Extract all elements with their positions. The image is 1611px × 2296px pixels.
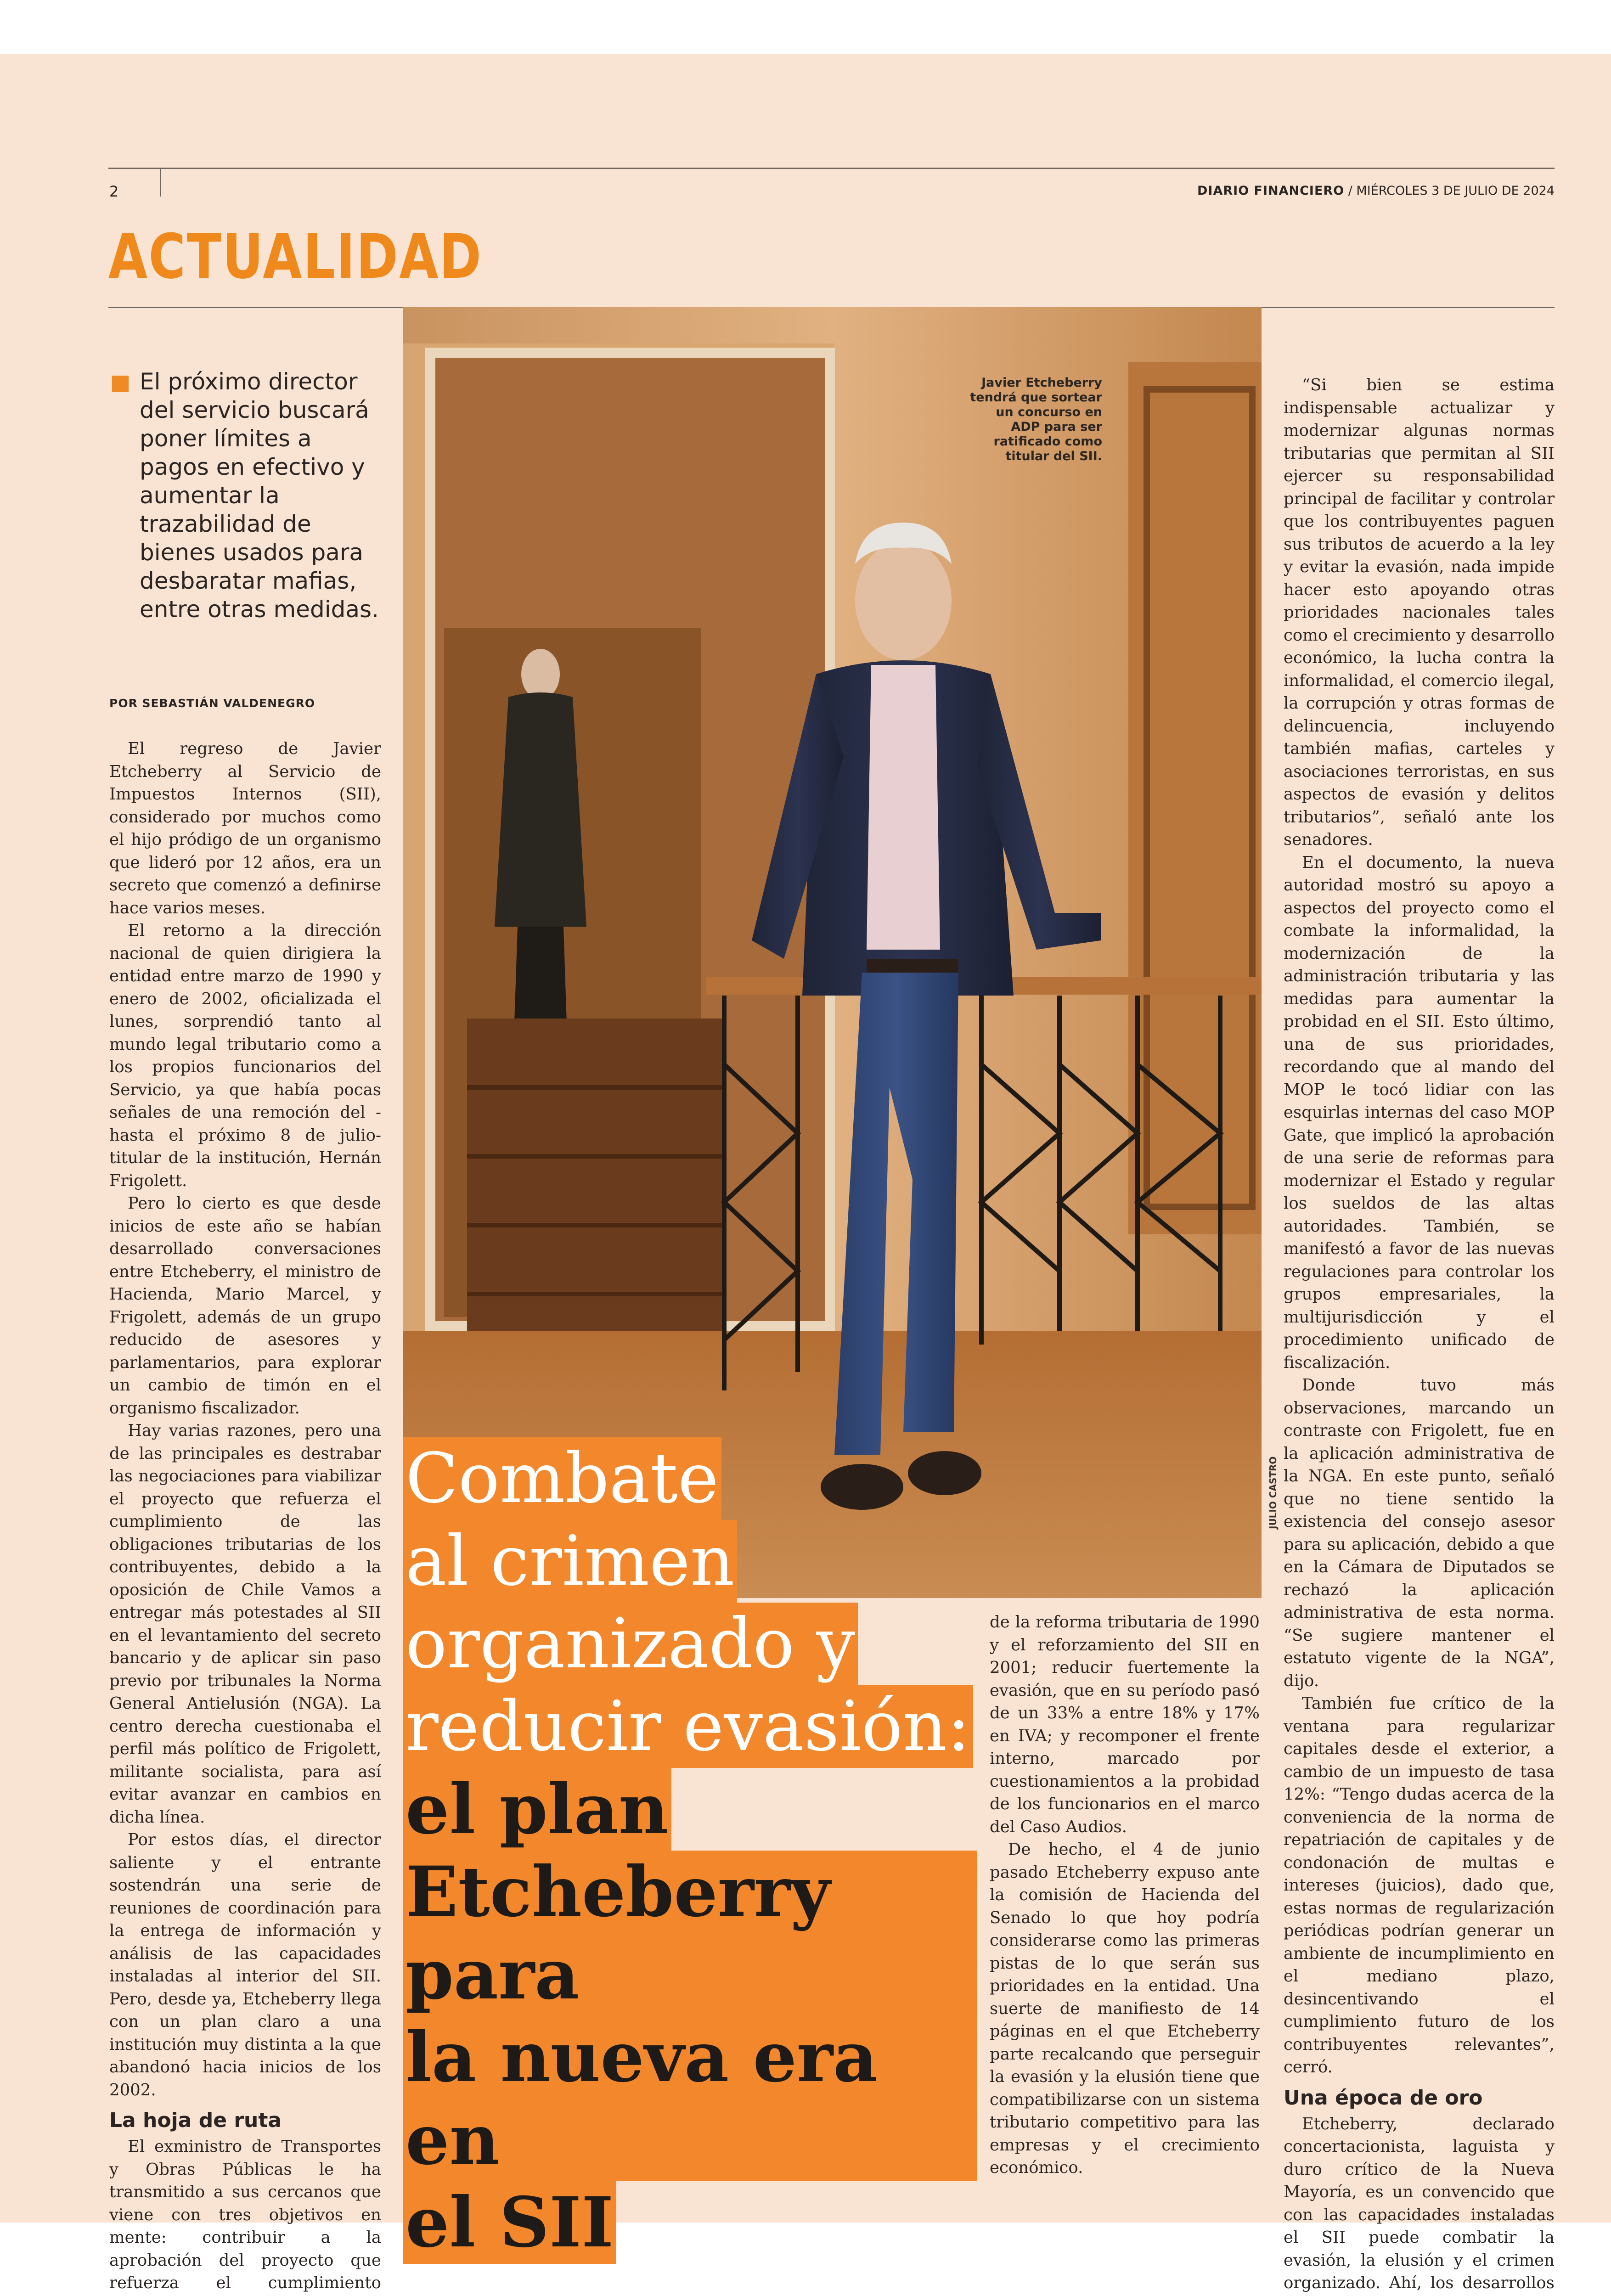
- section-title: ACTUALIDAD: [108, 226, 482, 287]
- lead-summary: [112, 367, 388, 624]
- portrait-photo: [403, 307, 1262, 1598]
- photo-illustration: [403, 307, 1262, 1598]
- headline: [403, 1437, 977, 2264]
- paragraph: El retorno a la dirección nacional de quien dirigiera la entidad entre marzo de 1990 y enero de 2002, oficializada el lunes, sorprendió tanto al mundo legal tributario como a los propios funcionarios del Servicio, ya que había pocas señales de una remoción del -hasta el próximo 8 de julio- titular de la institución, Hernán Frigolett.: [109, 919, 381, 1192]
- publication-date: / MIÉRCOLES 3 DE JULIO DE 2024: [1344, 184, 1555, 198]
- paragraph: De hecho, el 4 de junio pasado Etcheberry expuso ante la comisión de Hacienda del Senado lo que hoy podría considerarse como las primeras pistas de lo que serán sus prioridades en la entidad. Una suerte de manifiesto de 14 páginas en el que Etcheberry parte recalcando que perseguir la evasión y la elusión tiene que compatibilizarse con un sistema tributario competitivo para las empresas y el crecimiento económico.: [990, 1838, 1260, 2179]
- headline-line: reducir evasión:: [403, 1685, 973, 1768]
- headline-line: Etcheberry para: [403, 1851, 977, 2016]
- headline-line: al crimen: [403, 1520, 737, 1603]
- paragraph: Pero lo cierto es que desde inicios de este año se habían desarrollado conversaciones entre Etcheberry, el ministro de Hacienda, Mario Marcel, y Frigolett, además de un grupo reducido de asesores y parlamentarios, para explorar un cambio de timón en el organismo fiscalizador.: [109, 1192, 381, 1419]
- header-rule: [108, 168, 1555, 169]
- photo-caption: Javier Etcheberry tendrá que sortear un concurso en ADP para ser ratificado como titular del SII.: [964, 376, 1102, 464]
- headline-line: organizado y: [403, 1603, 858, 1685]
- paragraph: Hay varias razones, pero una de las principales es destrabar las negociaciones para viabilizar el proyecto que refuerza el cumplimiento de las obligaciones tributarias de los contribuyentes, debido a la oposición de Chile Vamos a entregar más potestades al SII en el levantamiento del secreto bancario y de aplicar sin paso previo por tribunales la Norma General Antielusión (NGA). La centro derecha cuestionaba el perfil más político de Frigolett, militante socialista, para así evitar avanzar en cambios en dicha línea.: [109, 1419, 381, 1829]
- header-tick: [160, 169, 161, 197]
- article-column-3: [990, 1611, 1260, 2179]
- lead-text: El próximo director del servicio buscará poner límites a pagos en efectivo y aumentar la trazabilidad de bienes usados para desbaratar mafias, entre otras medidas.: [140, 367, 388, 624]
- paragraph: “Si bien se estima indispensable actualizar y modernizar algunas normas tributarias que permitan al SII ejercer su responsabilidad principal de facilitar y controlar que los contribuyentes paguen sus tributos de acuerdo a la ley y evitar la evasión, nada impide hacer esto apoyando otras prioridades nacionales tales como el crecimiento y desarrollo económico, la lucha contra la informalidad, el comercio ilegal, la corrupción y otras formas de delincuencia, incluyendo también mafias, carteles y asociaciones terroristas, en sus aspectos de evasión y delitos tributarios”, señaló ante los senadores.: [1284, 374, 1555, 851]
- subheading: La hoja de ruta: [109, 2108, 381, 2133]
- paragraph: Etcheberry, declarado concertacionista, laguista y duro crítico de la Nueva Mayoría, es un convencido que con las capacidades instaladas el SII puede combatir la evasión, la elusión y el crimen organizado. Ahí, los desarrollos: [1284, 2113, 1555, 2296]
- headline-line: Combate: [403, 1437, 721, 1520]
- headline-line: el plan: [403, 1768, 671, 1851]
- paragraph: El regreso de Javier Etcheberry al Servicio de Impuestos Internos (SII), considerado por muchos como el hijo pródigo de un organismo que lideró por 12 años, era un secreto que comenzó a definirse hace varios meses.: [109, 737, 381, 919]
- paragraph: Donde tuvo más observaciones, marcando un contraste con Frigolett, fue en la aplicación administrativa de la NGA. En este punto, señaló que no tiene sentido la existencia del consejo asesor para su aplicación, debido a que en la Cámara de Diputados se rechazó la aplicación administrativa de esta norma. “Se sugiere mantener el estatuto vigente de la NGA”, dijo.: [1284, 1374, 1555, 1692]
- paragraph: También fue crítico de la ventana para regularizar capitales desde el exterior, a cambio de un impuesto de tasa 12%: “Tengo dudas acerca de la conveniencia de la norma de repatriación de capitales y de condonación de multas e intereses (juicios), dado que, estas normas de regularización periódicas podrían generar un ambiente de incumplimiento en el mediano plazo, desincentivando el cumplimiento futuro de los contribuyentes relevantes”, cerró.: [1284, 1692, 1555, 2079]
- photo-credit: JULIO CASTRO: [1267, 1457, 1279, 1529]
- article-column-1: [109, 737, 381, 2296]
- publication-header: [1197, 184, 1555, 198]
- page-number: 2: [109, 183, 118, 200]
- paragraph: En el documento, la nueva autoridad mostró su apoyo a aspectos del proyecto como el combate la informalidad, la modernización de la administración tributaria y las medidas para aumentar la probidad en el SII. Esto último, una de sus prioridades, recordando que al mando del MOP le tocó lidiar con las esquirlas internas del caso MOP Gate, que implicó la aprobación de una serie de reformas para modernizar el Estado y regular los sueldos de las altas autoridades. También, se manifestó a favor de las nuevas regulaciones para controlar los grupos empresariales, la multijurisdicción y el procedimiento unificado de fiscalización.: [1284, 851, 1555, 1374]
- paragraph: El exministro de Transportes y Obras Públicas le ha transmitido a sus cercanos que viene con tres objetivos en mente: contribuir a la aprobación del proyecto que refuerza el cumplimiento: [109, 2135, 381, 2296]
- paragraph: Por estos días, el director saliente y el entrante sostendrán una serie de reuniones de coordinación para la entrega de información y análisis de las capacidades instaladas al interior del SII. Pero, desde ya, Etcheberry llega con un plan claro a una institución muy distinta a la que abandonó hacia inicios de los 2002.: [109, 1829, 381, 2101]
- subheading: Una época de oro: [1284, 2085, 1555, 2111]
- article-column-4: [1284, 374, 1555, 2296]
- paragraph: de la reforma tributaria de 1990 y el reforzamiento del SII en 2001; reducir fuertemente la evasión, que en su período pasó de un 33% a entre 18% y 17% en IVA; y recomponer el frente interno, marcado por cuestionamientos a la probidad de los funcionarios en el marco del Caso Audios.: [990, 1611, 1260, 1838]
- headline-line: la nueva era en: [403, 2016, 977, 2181]
- headline-line: el SII: [403, 2181, 616, 2264]
- bullet-square-icon: [112, 376, 129, 392]
- publication-name: DIARIO FINANCIERO: [1197, 184, 1344, 198]
- byline: POR SEBASTIÁN VALDENEGRO: [109, 697, 315, 710]
